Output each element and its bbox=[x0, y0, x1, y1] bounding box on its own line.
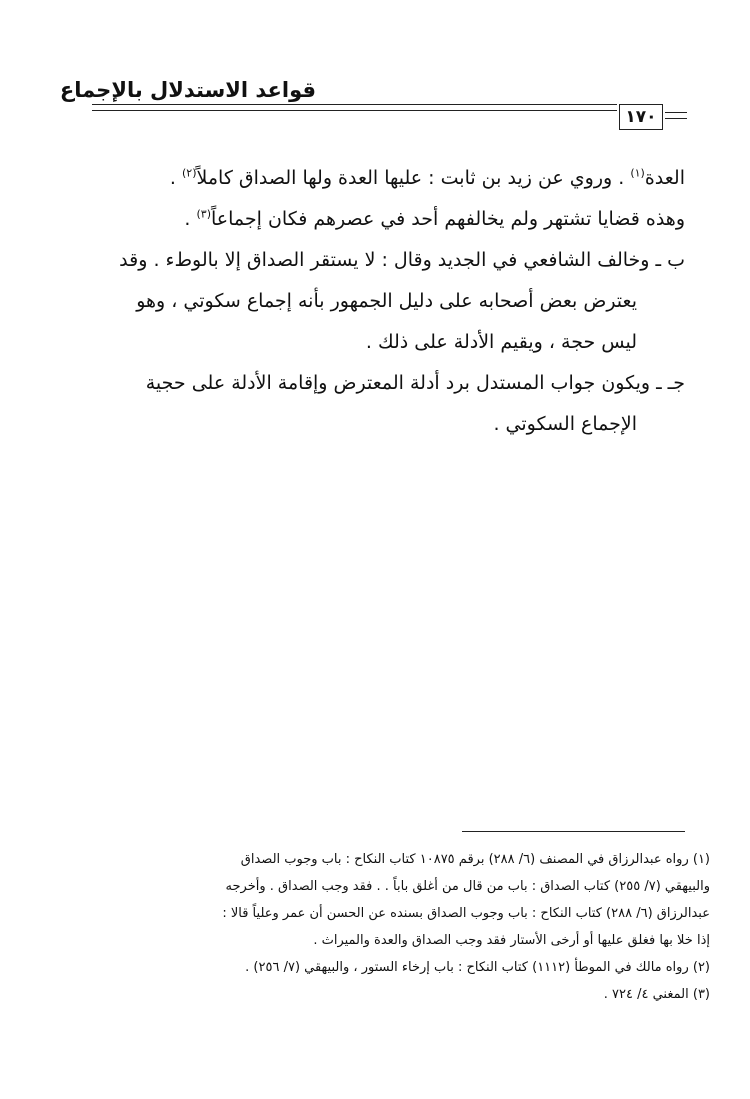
footnote-line: (١) رواه عبدالرزاق في المصنف (٦/ ٢٨٨) برقم ١٠٨٧٥ كتاب النكاح : باب وجوب الصداق bbox=[240, 852, 710, 867]
footnote-ref: (١) bbox=[630, 166, 645, 180]
footnote-line: والبيهقي (٧/ ٢٥٥) كتاب الصداق : باب من قال من أغلق باباً . . فقد وجب الصداق . وأخرجه bbox=[225, 879, 710, 894]
header-rule-top bbox=[92, 104, 617, 105]
footnote-line: إذا خلا بها فغلق عليها أو أرخى الأستار فقد وجب الصداق والعدة والميراث . bbox=[313, 933, 710, 948]
text-line: العدة$^{(١)}$ . وروي عن زيد بن ثابت : عليها العدة ولها الصداق كاملاً$^{(٢)}$ . bbox=[169, 166, 685, 189]
header-rule-right-top bbox=[665, 112, 687, 113]
text-line: وهذه قضايا تشتهر ولم يخالفهم أحد في عصرهم فكان إجماعاً$^{(٣)}$ . bbox=[184, 207, 685, 230]
running-header-title: قواعد الاستدلال بالإجماع bbox=[59, 78, 316, 102]
footnote-separator bbox=[462, 831, 685, 832]
header-rule-right-bottom bbox=[665, 118, 687, 119]
footnote-ref: (٣) bbox=[196, 207, 211, 221]
footnote-line: (٣) المغني ٤/ ٧٢٤ . bbox=[603, 987, 710, 1002]
main-text bbox=[90, 158, 685, 445]
text-line: ب ـ وخالف الشافعي في الجديد وقال : لا يستقر الصداق إلا بالوطء . وقد bbox=[119, 249, 685, 271]
footnote-line: عبدالرزاق (٦/ ٢٨٨) كتاب النكاح : باب وجوب الصداق بسنده عن الحسن أن عمر وعلياً قالا : bbox=[222, 906, 710, 921]
header-rule-bottom bbox=[92, 110, 617, 111]
footnote-ref: (٢) bbox=[182, 166, 197, 180]
text-line: جـ ـ ويكون جواب المستدل برد أدلة المعترض وإقامة الأدلة على حجية bbox=[145, 372, 685, 394]
text-line: ليس حجة ، ويقيم الأدلة على ذلك . bbox=[365, 331, 637, 353]
page-number: ١٧٠ bbox=[619, 104, 663, 130]
footnote-line: (٢) رواه مالك في الموطأ (١١١٢) كتاب النكاح : باب إرخاء الستور ، والبيهقي (٧/ ٢٥٦) . bbox=[245, 960, 710, 975]
text-line: يعترض بعض أصحابه على دليل الجمهور بأنه إجماع سكوتي ، وهو bbox=[136, 290, 637, 312]
footnotes bbox=[60, 846, 710, 1008]
text-line: الإجماع السكوتي . bbox=[493, 413, 637, 435]
